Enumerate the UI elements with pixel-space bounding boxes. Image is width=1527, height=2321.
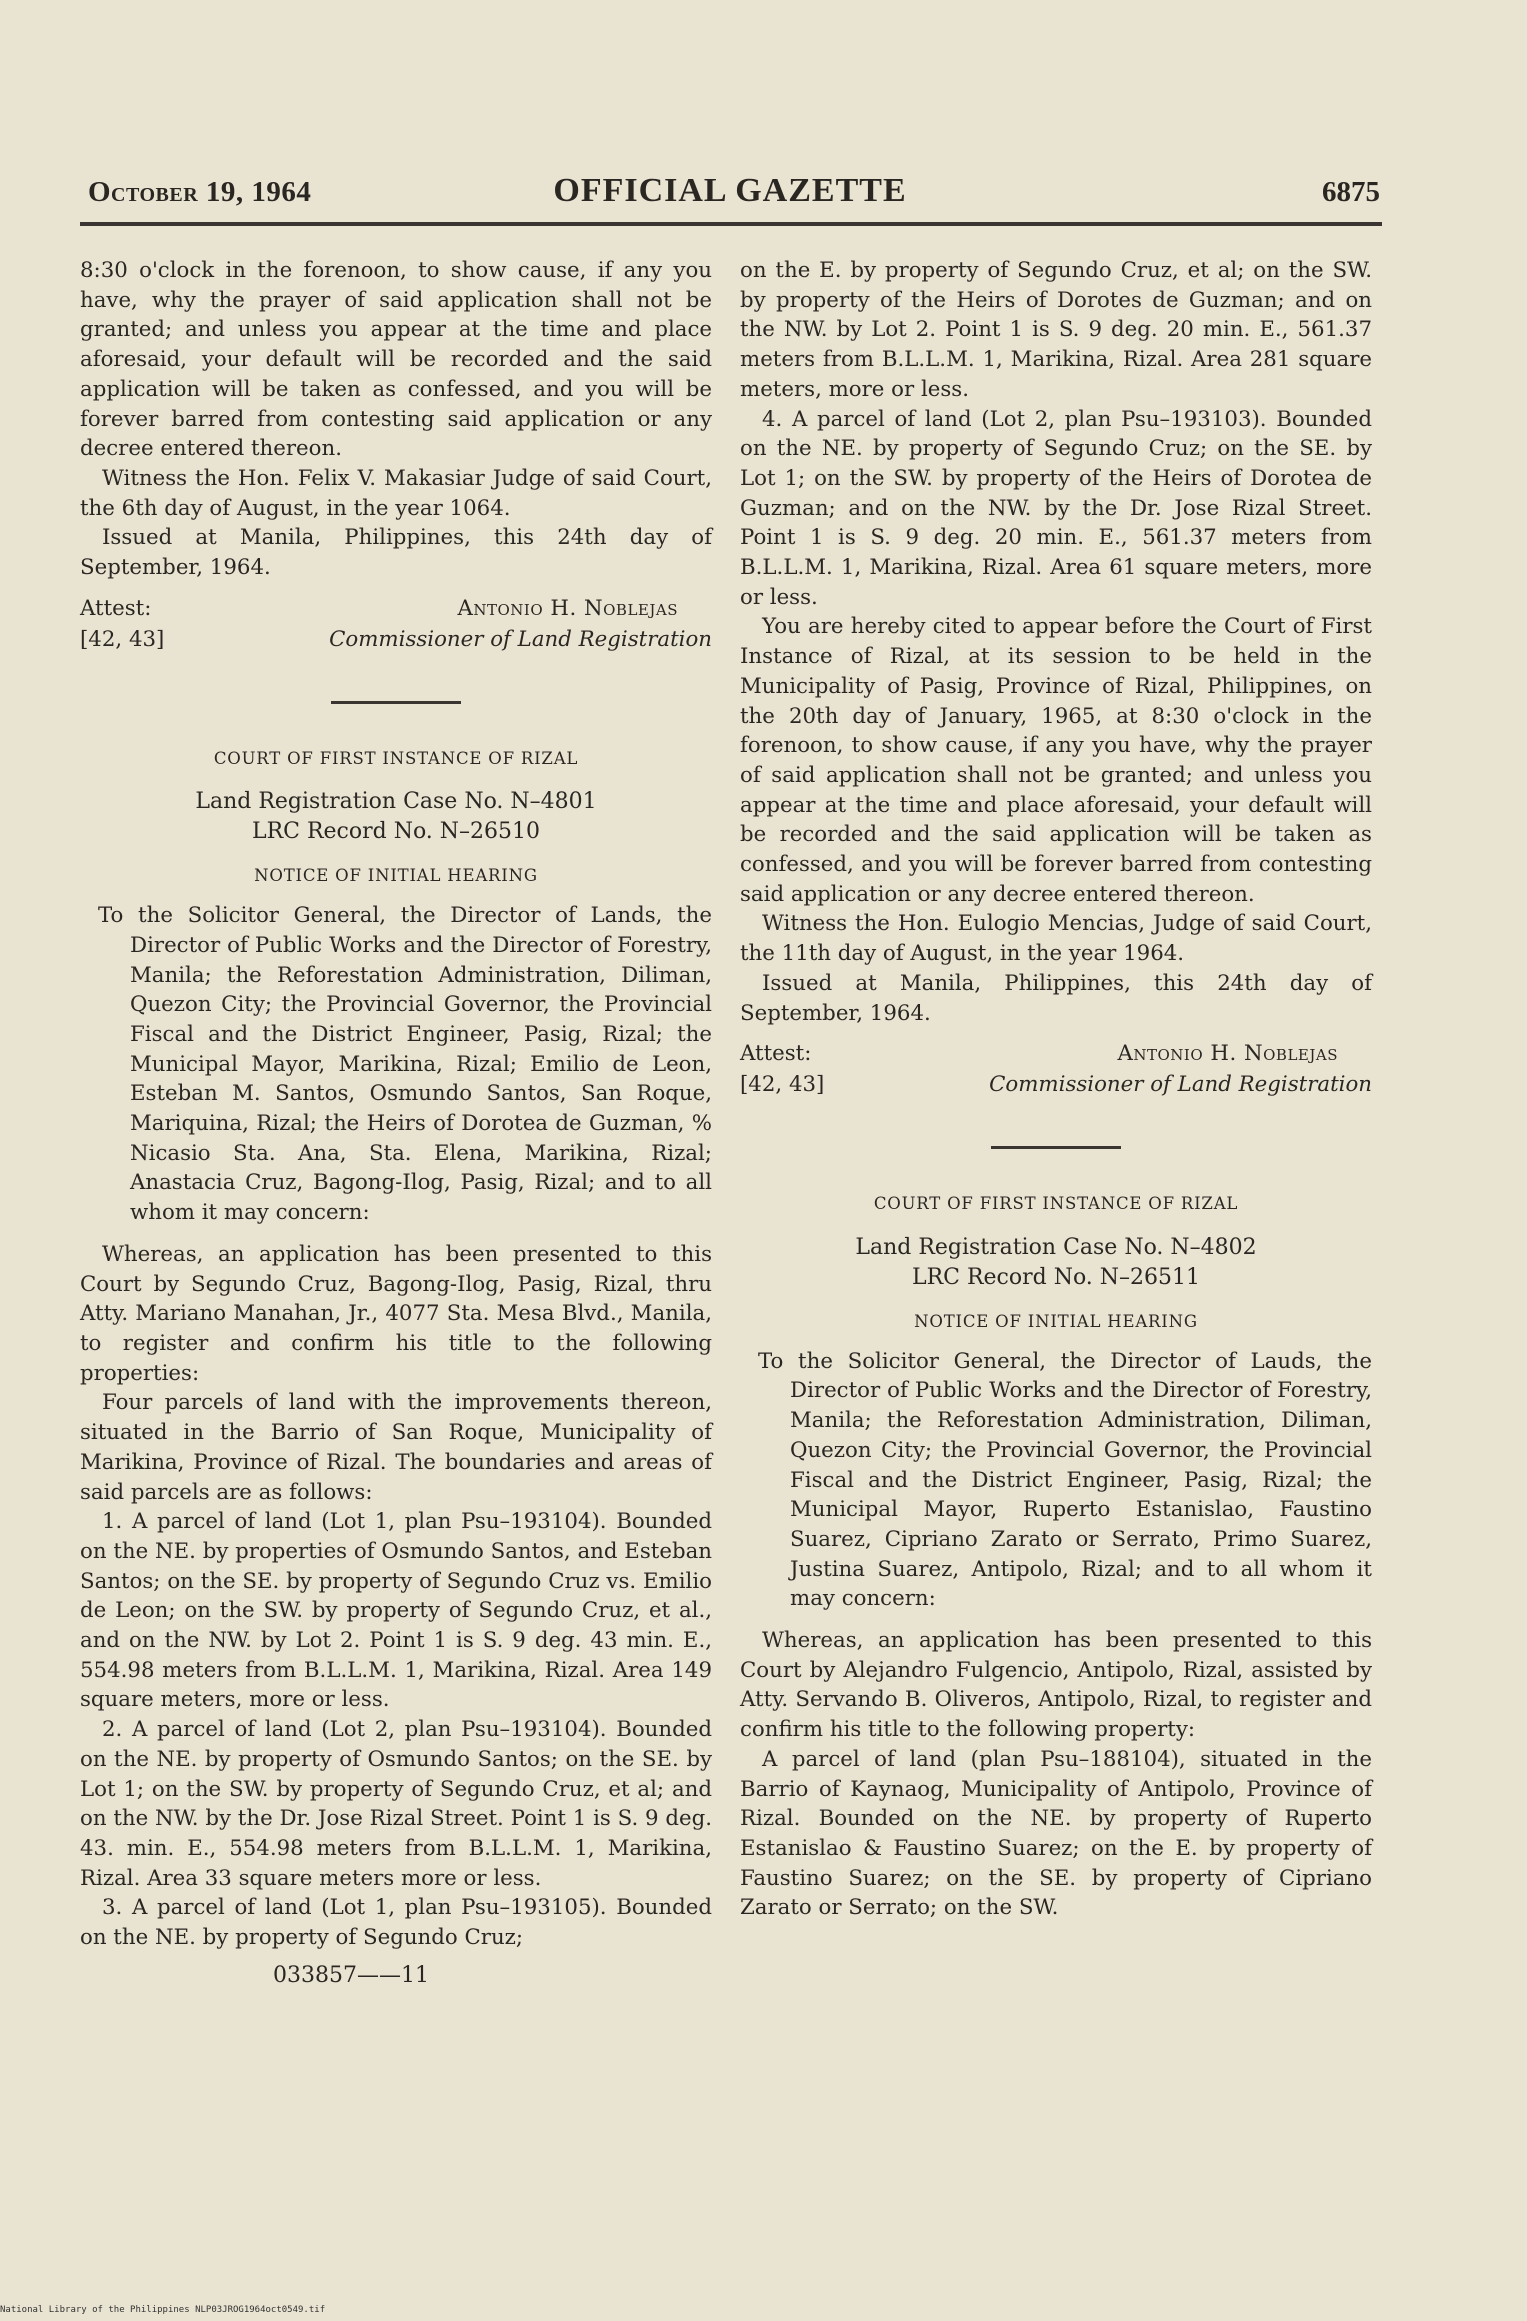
- attest-label: Attest:: [80, 595, 152, 621]
- scan-footer: National Library of the Philippines NLP03JROG1964oct0549.tif: [0, 2305, 326, 2315]
- lot-1: 1. A parcel of land (Lot 1, plan Psu–193104). Bounded on the NE. by properties of Osmundo Santos, and Esteban Santos; on the SE. by property of Segundo Cruz vs. Emilio de Leon; on the SW. by property of Segundo Cruz, et al., and on the NW. by Lot 2. Point 1 is S. 9 deg. 43 min. E., 554.98 meters from B.L.L.M. 1, Marikina, Rizal. Area 149 square meters, more or less.: [80, 1509, 712, 1713]
- notice-heading: NOTICE OF INITIAL HEARING: [914, 1311, 1198, 1331]
- left-attest-block: [80, 593, 712, 655]
- case-number: Land Registration Case No. N–4802: [855, 1234, 1257, 1260]
- lot-3-continued: on the E. by property of Segundo Cruz, et al; on the SW. by property of the Heirs of Dorotes de Guzman; and on the NW. by Lot 2. Point 1 is S. 9 deg. 20 min. E., 561.37 meters from B.L.L.M. 1, Marikina, Rizal. Area 281 square meters, more or less.: [740, 258, 1372, 402]
- attest-label: Attest:: [740, 1041, 812, 1067]
- page-number: 6875: [1322, 176, 1380, 208]
- left-column: [80, 256, 712, 1990]
- attest-title: Commissioner of Land Registration: [329, 626, 712, 652]
- section-divider: [331, 701, 461, 704]
- whereas-paragraph: Whereas, an application has been presented to this Court by Alejandro Fulgencio, Antipolo, Rizal, assisted by Atty. Servando B. Oliveros, Antipolo, Rizal, to register and confirm his title to the following property:: [740, 1628, 1372, 1743]
- attest-name: Antonio H. Noblejas: [457, 595, 678, 621]
- right-column: [740, 256, 1372, 1923]
- case-number: Land Registration Case No. N–4801: [195, 789, 597, 815]
- lrc-record: LRC Record No. N–26510: [251, 819, 541, 845]
- notice-heading: NOTICE OF INITIAL HEARING: [254, 866, 538, 886]
- attest-ref: [42, 43]: [80, 626, 165, 652]
- lot-3: 3. A parcel of land (Lot 1, plan Psu–193105). Bounded on the NE. by property of Segundo Cruz;: [80, 1895, 712, 1951]
- parcels-intro: Four parcels of land with the improvements thereon, situated in the Barrio of San Roque, Municipality of Marikina, Province of Rizal. The boundaries and areas of said parcels are as follows:: [80, 1390, 712, 1505]
- header-rule: [80, 222, 1382, 226]
- right-issued: Issued at Manila, Philippines, this 24th day of September, 1964.: [740, 970, 1372, 1026]
- attest-title: Commissioner of Land Registration: [989, 1072, 1372, 1098]
- parcel-description: A parcel of land (plan Psu–188104), situated in the Barrio of Kaynaog, Municipality of Antipolo, Province of Rizal. Bounded on the NE. by property of Ruperto Estanislao & Faustino Suarez; on the E. by property of Faustino Suarez; on the SE. by property of Cipriano Zarato or Serrato; on the SW.: [740, 1746, 1372, 1921]
- page-header: [80, 168, 1380, 228]
- printer-signature: 033857——11: [273, 1962, 429, 1988]
- section-divider: [991, 1146, 1121, 1149]
- lot-4: 4. A parcel of land (Lot 2, plan Psu–193103). Bounded on the NE. by property of Segundo Cruz; on the SE. by Lot 1; on the SW. by property of the Heirs of Dorotea de Guzman; and on the NW. by the Dr. Jose Rizal Street. Point 1 is S. 9 deg. 20 min. E., 561.37 meters from B.L.L.M. 1, Marikina, Rizal. Area 61 square meters, more or less.: [740, 406, 1372, 610]
- issue-date: October 19, 1964: [88, 176, 312, 208]
- left-issued: Issued at Manila, Philippines, this 24th day of September, 1964.: [80, 525, 712, 581]
- lrc-record: LRC Record No. N–26511: [911, 1264, 1201, 1290]
- citation-paragraph: You are hereby cited to appear before the Court of First Instance of Rizal, at its session to be held in the Municipality of Pasig, Province of Rizal, Philippines, on the 20th day of January, 1965, at 8:30 o'clock in the forenoon, to show cause, if any you have, why the prayer of said application shall not be granted; and unless you appear at the time and place aforesaid, your default will be recorded and the said application will be taken as confessed, and you will be forever barred from contesting said application or any decree entered thereon.: [740, 614, 1372, 907]
- right-attest-block: [740, 1038, 1372, 1100]
- lot-2: 2. A parcel of land (Lot 2, plan Psu–193104). Bounded on the NE. by property of Osmundo Santos; on the SE. by Lot 1; on the SW. by property of Segundo Cruz, et al; and on the NW. by the Dr. Jose Rizal Street. Point 1 is S. 9 deg. 43. min. E., 554.98 meters from B.L.L.M. 1, Marikina, Rizal. Area 33 square meters more or less.: [80, 1717, 712, 1891]
- court-heading: COURT OF FIRST INSTANCE OF RIZAL: [873, 1194, 1239, 1214]
- left-paragraph-continued: 8:30 o'clock in the forenoon, to show cause, if any you have, why the prayer of said application shall not be granted; and unless you appear at the time and place aforesaid, your default will be recorded and the said application will be taken as confessed, and you will be forever barred from contesting said application or any decree entered thereon.: [80, 258, 712, 462]
- attest-ref: [42, 43]: [740, 1072, 825, 1098]
- addressees: To the Solicitor General, the Director of Lands, the Director of Public Works and the Director of Forestry, Manila; the Reforestation Administration, Diliman, Quezon City; the Provincial Governor, the Provincial Fiscal and the District Engineer, Pasig, Rizal; the Municipal Mayor, Marikina, Rizal; Emilio de Leon, Esteban M. Santos, Osmundo Santos, San Roque, Mariquina, Rizal; the Heirs of Dorotea de Guzman, % Nicasio Sta. Ana, Sta. Elena, Marikina, Rizal; Anastacia Cruz, Bagong-Ilog, Pasig, Rizal; and to all whom it may concern:: [98, 903, 712, 1226]
- court-heading: COURT OF FIRST INSTANCE OF RIZAL: [213, 748, 579, 768]
- whereas-paragraph: Whereas, an application has been presented to this Court by Segundo Cruz, Bagong-Ilog, Pasig, Rizal, thru Atty. Mariano Manahan, Jr., 4077 Sta. Mesa Blvd., Manila, to register and confirm his title to the following properties:: [80, 1241, 712, 1386]
- attest-name: Antonio H. Noblejas: [1117, 1041, 1338, 1067]
- left-witness: Witness the Hon. Felix V. Makasiar Judge of said Court, the 6th day of August, in the year 1064.: [80, 465, 712, 521]
- gazette-title: OFFICIAL GAZETTE: [553, 172, 907, 209]
- right-witness: Witness the Hon. Eulogio Mencias, Judge of said Court, the 11th day of August, in the year 1964.: [740, 911, 1372, 967]
- addressees: To the Solicitor General, the Director of Lauds, the Director of Public Works and the Director of Forestry, Manila; the Reforestation Administration, Diliman, Quezon City; the Provincial Governor, the Provincial Fiscal and the District Engineer, Pasig, Rizal; the Municipal Mayor, Ruperto Estanislao, Faustino Suarez, Cipriano Zarato or Serrato, Primo Suarez, Justina Suarez, Antipolo, Rizal; and to all whom it may concern:: [758, 1348, 1372, 1612]
